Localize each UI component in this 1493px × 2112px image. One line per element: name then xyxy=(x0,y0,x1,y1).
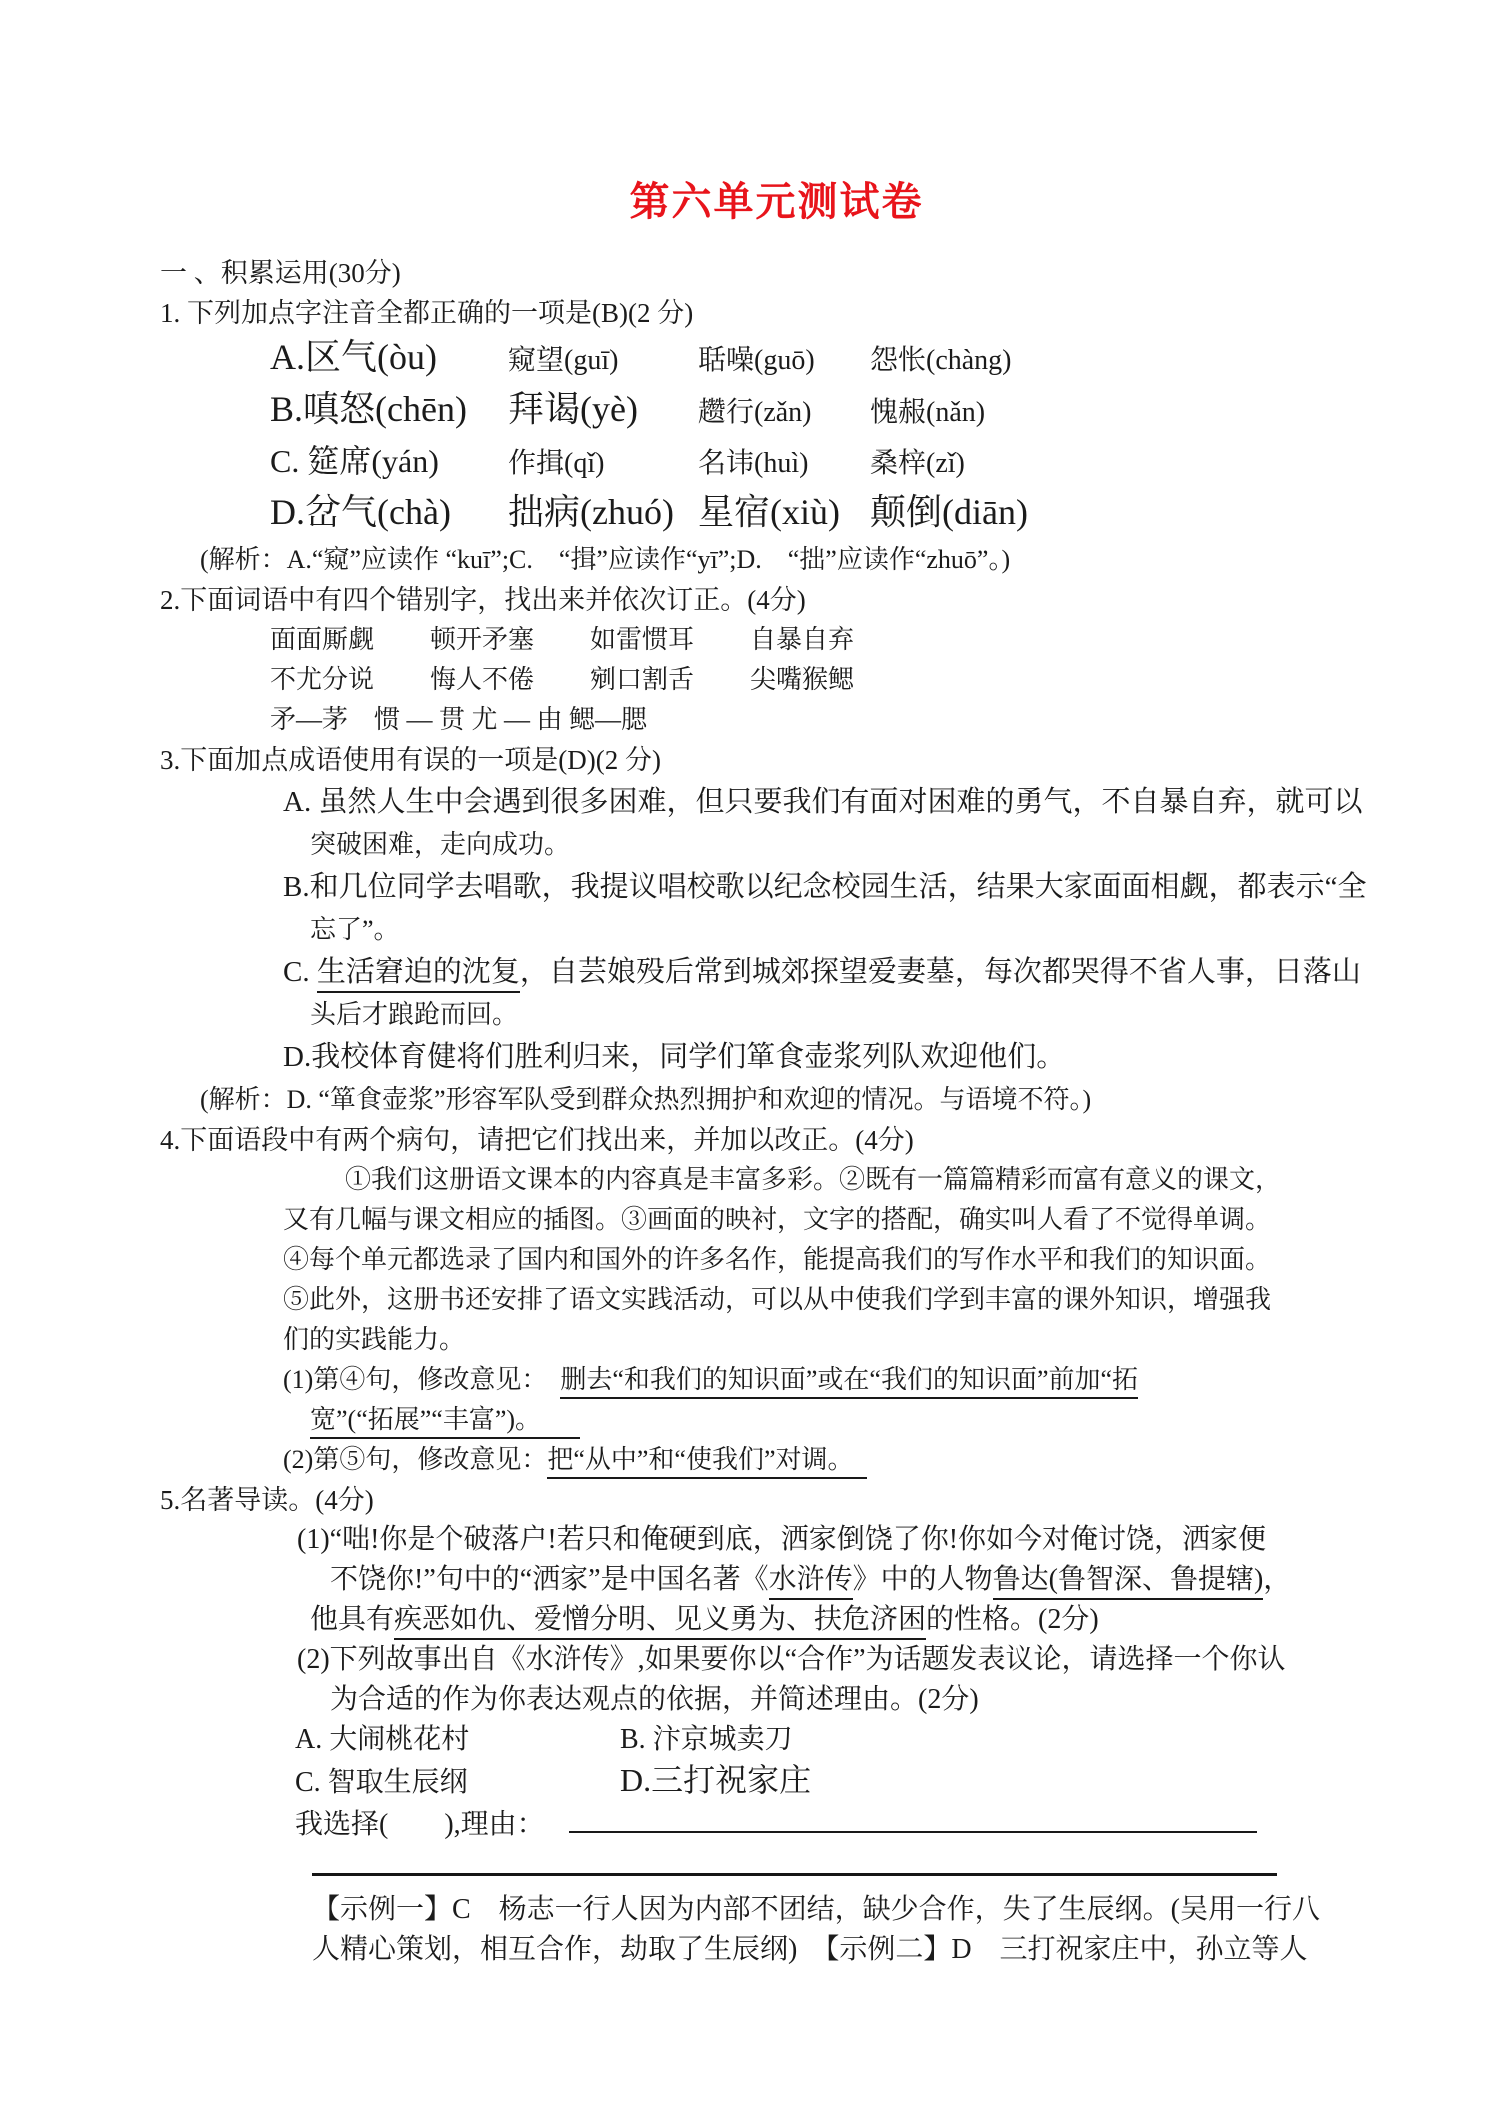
q5-part2-line1-run-1: (2)下列故事出自《水浒传》,如果要你以“合作”为话题发表议论，请选择一个你认 xyxy=(297,1644,1286,1675)
q4-fix1-line1-run-1: (1)第④句，修改意见： xyxy=(283,1365,561,1394)
q5-part1-line2-run-2: 水浒传 xyxy=(769,1564,853,1600)
q5-stem xyxy=(160,1480,1493,1520)
q5-choice-row2-run-2: D.三打祝家庄 xyxy=(620,1762,812,1798)
q5-choice-row1 xyxy=(295,1720,1493,1760)
q1-option-b-run-3: 趱行(zǎn) xyxy=(698,397,812,428)
q5-part1-line2-run-4: 鲁达(鲁智深、鲁提辖) xyxy=(993,1564,1264,1600)
q5-stem-run-1: 5.名著导读。(4分) xyxy=(160,1485,374,1515)
q4-stem xyxy=(160,1120,1493,1160)
q3-option-a-line1-run-1: A. 虽然人生中会遇到很多困难，但只要我们有面对困难的勇气，不自暴自弃，就可以 xyxy=(283,786,1363,818)
q4-fix2 xyxy=(283,1440,1493,1480)
q5-part1-line2-run-5: ， xyxy=(1263,1564,1292,1595)
q2-words-row2-run-3: 剜口割舌 xyxy=(590,665,695,694)
q2-answer xyxy=(270,700,1493,740)
q5-part1-line2 xyxy=(330,1560,1493,1600)
q2-words-row1-run-3: 如雷惯耳 xyxy=(590,625,695,654)
q1-option-d xyxy=(270,488,1493,540)
q2-words-row2-run-1: 不尤分说 xyxy=(270,665,375,694)
q3-option-c-line2 xyxy=(310,995,1493,1035)
q3-option-c-line1 xyxy=(283,950,1493,995)
q1-option-c-run-1: C. 筵席(yán) xyxy=(270,443,439,479)
q4-fix1-line1 xyxy=(283,1360,1493,1400)
q3-stem-run-1: 3.下面加点成语使用有误的一项是(D)(2 分) xyxy=(160,745,661,775)
q4-fix2-run-2: 把“从中”和“使我们”对调。 xyxy=(547,1445,866,1479)
q3-option-d xyxy=(283,1035,1493,1080)
q1-analysis xyxy=(200,540,1493,580)
q5-sample-line2 xyxy=(312,1930,1493,1970)
section-heading xyxy=(160,253,1493,293)
q4-stem-run-1: 4.下面语段中有两个病句，请把它们找出来，并加以改正。(4分) xyxy=(160,1125,914,1155)
q3-option-c-line2-run-1: 头后才踉跄而回。 xyxy=(310,1000,519,1029)
q1-option-c-run-4: 桑梓(zǐ) xyxy=(870,448,965,479)
q5-choice-row2 xyxy=(295,1760,1493,1803)
q1-option-d-run-3: 星宿(xiù) xyxy=(698,492,840,532)
q4-passage-line5-run-1: 们的实践能力。 xyxy=(283,1325,466,1354)
q4-passage-line3-run-1: ④每个单元都选录了国内和国外的许多名作，能提高我们的写作水平和我们的知识面。 xyxy=(283,1245,1272,1274)
q2-words-row2-run-2: 悔人不倦 xyxy=(430,665,535,694)
q1-stem xyxy=(160,293,1493,333)
q2-words-row1-run-4: 自暴自弃 xyxy=(750,625,855,654)
q1-option-a xyxy=(270,333,1493,385)
q1-option-d-run-2: 拙病(zhuó) xyxy=(508,492,674,532)
q1-option-d-run-4: 颠倒(diān) xyxy=(870,492,1028,532)
q5-part1-line2-run-1: 不饶你!”句中的“洒家”是中国名著《 xyxy=(330,1564,769,1595)
q4-passage-line1 xyxy=(345,1160,1493,1200)
q1-option-a-run-4: 怨怅(chàng) xyxy=(870,345,1012,376)
q2-stem-run-1: 2.下面词语中有四个错别字，找出来并依次订正。(4分) xyxy=(160,585,806,615)
q5-select xyxy=(295,1803,1493,1845)
q4-fix1-line1-run-2: 删去“和我们的知识面”或在“我们的知识面”前加“拓 xyxy=(560,1365,1138,1399)
q5-choice-row1-run-2: B. 汴京城卖刀 xyxy=(620,1724,793,1755)
q3-analysis xyxy=(200,1080,1493,1120)
q3-option-c-line1-run-2: 生活窘迫的沈复 xyxy=(317,956,520,993)
q3-option-b-line2-run-1: 忘了”。 xyxy=(310,915,400,944)
q4-passage-line4 xyxy=(283,1280,1493,1320)
q5-part1-line3-run-1: 他具有 xyxy=(310,1604,395,1635)
q4-passage-line4-run-1: ⑤此外，这册书还安排了语文实践活动，可以从中使我们学到丰富的课外知识，增强我 xyxy=(283,1285,1272,1314)
answer-divider xyxy=(312,1873,1277,1876)
q3-option-a-line2-run-1: 突破困难，走向成功。 xyxy=(310,830,571,859)
q5-part1-line3-run-2: 疾恶如仇、爱憎分明、见义勇为、扶危济困 xyxy=(394,1604,926,1640)
q3-option-a-line1 xyxy=(283,780,1493,825)
q2-words-row1-run-2: 顿开矛塞 xyxy=(430,625,535,654)
q1-option-b-run-1: B.嗔怒(chēn) xyxy=(270,389,467,429)
q5-choice-row2-run-1: C. 智取生辰纲 xyxy=(295,1767,468,1798)
q2-stem xyxy=(160,580,1493,620)
q4-passage-line5 xyxy=(283,1320,1493,1360)
q3-option-d-run-1: D.我校体育健将们胜利归来，同学们箪食壶浆列队欢迎他们。 xyxy=(283,1041,1066,1073)
q4-fix2-run-1: (2)第⑤句，修改意见： xyxy=(283,1445,548,1474)
q3-option-c-line1-run-1: C. xyxy=(283,956,317,988)
q2-words-row2-run-4: 尖嘴猴鳃 xyxy=(750,665,855,694)
q5-select-run-1: 我选择( ),理由： xyxy=(295,1809,545,1840)
q2-answer-run-1: 矛—茅 惯 — 贯 尤 — 由 鳃—腮 xyxy=(270,705,648,734)
q4-passage-line1-run-1: ①我们这册语文课本的内容真是丰富多彩。②既有一篇篇精彩而富有意义的课文， xyxy=(345,1165,1282,1194)
section-heading-run-1: 一 、积累运用(30分) xyxy=(160,258,401,288)
q5-part1-line1 xyxy=(297,1520,1493,1560)
q1-option-b-run-2: 拜谒(yè) xyxy=(508,389,638,429)
q5-part1-line3 xyxy=(310,1600,1493,1640)
q1-option-a-run-1: A.区气(òu) xyxy=(270,337,437,377)
q3-option-b-line1 xyxy=(283,865,1493,910)
q5-sample-line2-run-1: 人精心策划，相互合作，劫取了生辰纲) 【示例二】D 三打祝家庄中，孙立等人 xyxy=(312,1934,1308,1965)
q1-analysis-run-1: (解析：A.“窥”应读作 “kuī”;C. “揖”应读作“yī”;D. “拙”应读作“zhuō”。) xyxy=(200,545,1011,574)
q3-analysis-run-1: (解析：D. “箪食壶浆”形容军队受到群众热烈拥护和欢迎的情况。与语境不符。) xyxy=(200,1085,1092,1114)
q1-stem-run-1: 1. 下列加点字注音全都正确的一项是(B)(2 分) xyxy=(160,298,694,328)
paper-title: 第六单元测试卷 xyxy=(629,179,924,224)
q1-option-c-run-2: 作揖(qǐ) xyxy=(508,448,605,479)
q4-fix1-line2 xyxy=(310,1400,1493,1440)
q4-passage-line2 xyxy=(283,1200,1493,1240)
q5-select-run-2 xyxy=(569,1803,1257,1833)
q1-option-c-run-3: 名讳(huì) xyxy=(698,448,809,479)
q3-option-c-line1-run-3: ，自芸娘殁后常到城郊探望爱妻墓，每次都哭得不省人事，日落山 xyxy=(519,956,1361,988)
q3-option-a-line2 xyxy=(310,825,1493,865)
q2-words-row1-run-1: 面面厮觑 xyxy=(270,625,375,654)
q3-stem xyxy=(160,740,1493,780)
q5-part1-line1-run-1: (1)“咄!你是个破落户!若只和俺硬到底，洒家倒饶了你!你如今对俺讨饶，洒家便 xyxy=(297,1524,1267,1555)
q1-option-a-run-2: 窥望(guī) xyxy=(508,345,619,376)
q4-passage-line2-run-1: 又有几幅与课文相应的插图。③画面的映衬，文字的搭配，确实叫人看了不觉得单调。 xyxy=(283,1205,1272,1234)
q5-part1-line3-run-3: 的性格。(2分) xyxy=(926,1604,1099,1635)
q1-option-c xyxy=(270,437,1493,488)
q3-option-b-line2 xyxy=(310,910,1493,950)
q5-choice-row1-run-1: A. 大闹桃花村 xyxy=(295,1724,470,1755)
q1-option-b xyxy=(270,385,1493,437)
q5-sample-line1 xyxy=(312,1890,1493,1930)
q1-option-a-run-3: 聒噪(guō) xyxy=(698,345,815,376)
q5-part2-line1 xyxy=(297,1640,1493,1680)
q5-part2-line2 xyxy=(330,1680,1493,1720)
q2-words-row1 xyxy=(270,620,1493,660)
q2-words-row2 xyxy=(270,660,1493,700)
q4-passage-line3 xyxy=(283,1240,1493,1280)
q5-sample-line1-run-1: 【示例一】C 杨志一行人因为内部不团结，缺少合作，失了生辰纲。(吴用一行八 xyxy=(312,1894,1321,1925)
q5-part1-line2-run-3: 》中的人物 xyxy=(852,1564,993,1595)
q1-option-b-run-4: 愧赧(nǎn) xyxy=(870,397,986,428)
q1-option-d-run-1: D.岔气(chà) xyxy=(270,492,451,532)
q3-option-b-line1-run-1: B.和几位同学去唱歌，我提议唱校歌以纪念校园生活，结果大家面面相觑，都表示“全 xyxy=(283,871,1367,903)
q4-fix1-line2-run-1: 宽”(“拓展”“丰富”)。 xyxy=(310,1405,580,1439)
paper-body xyxy=(0,253,1493,1970)
q5-part2-line2-run-1: 为合适的作为你表达观点的依据，并简述理由。(2分) xyxy=(330,1684,979,1715)
